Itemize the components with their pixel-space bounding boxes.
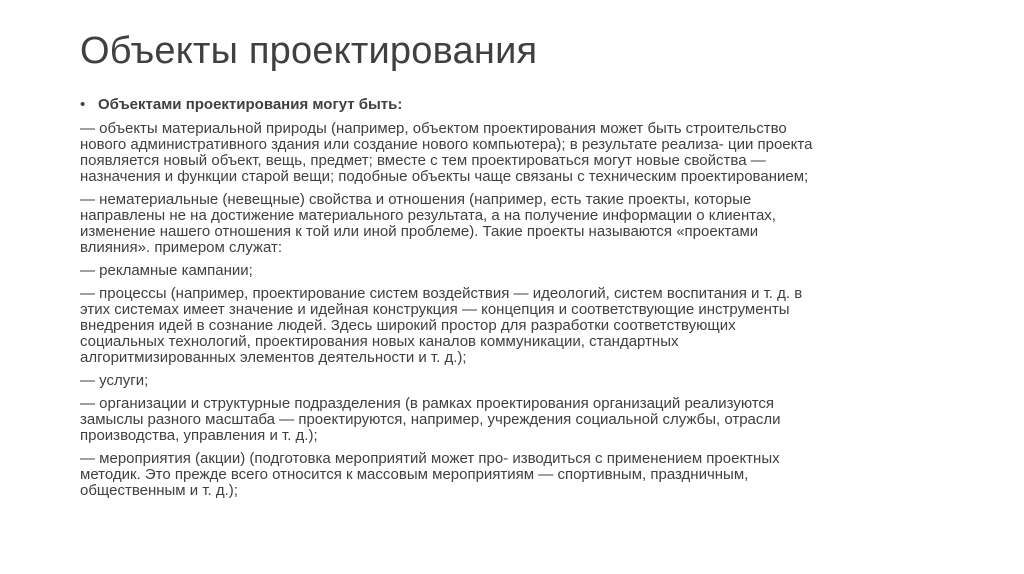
bullet-icon: • (80, 96, 86, 113)
text-line: изменение нашего отношения к той или иной проблеме). Такие проекты называются «проектами (80, 223, 759, 240)
paragraph-services (80, 373, 960, 389)
text-line: назначения и функции старой вещи; подобные объекты чаще связаны с техническим проектированием; (80, 168, 809, 185)
text-line: — рекламные кампании; (80, 262, 253, 279)
paragraph-ad-campaigns (80, 263, 960, 279)
text-line: влияния». примером служат: (80, 239, 283, 256)
paragraph-events (80, 451, 960, 499)
text-line: этих системах имеет значение и идейная конструкция — концепция и соответствующие инструменты (80, 301, 790, 318)
text-line: появляется новый объект, вещь, предмет; вместе с тем проектироваться могут новые свойства — (80, 152, 766, 169)
text-line: — процессы (например, проектирование систем воздействия — идеологий, систем воспитания и т. д. в (80, 285, 803, 302)
text-line: замыслы разного масштаба — проектируются, например, учреждения социальной службы, отрасли (80, 411, 781, 428)
slide-content (80, 96, 960, 506)
text-line: нового административного здания или создание нового компьютера); в результате реализа- ции проекта (80, 136, 813, 153)
slide-title: Объекты проектирования (80, 30, 538, 72)
paragraph-immaterial-properties (80, 192, 960, 256)
text-line: — услуги; (80, 372, 149, 389)
paragraph-material-objects (80, 121, 960, 185)
text-line: производства, управления и т. д.); (80, 427, 318, 444)
text-line: — организации и структурные подразделения (в рамках проектирования организаций реализуются (80, 395, 775, 412)
bullet-heading-text: Объектами проектирования могут быть: (98, 96, 403, 113)
paragraph-organizations (80, 396, 960, 444)
text-line: — нематериальные (невещные) свойства и отношения (например, есть такие проекты, которые (80, 191, 752, 208)
text-line: социальных технологий, проектирования новых каналов коммуникации, стандартных (80, 333, 679, 350)
text-line: методик. Это прежде всего относится к массовым мероприятиям — спортивным, праздничным, (80, 466, 749, 483)
text-line: — мероприятия (акции) (подготовка мероприятий может про- изводиться с применением проектных (80, 450, 780, 467)
text-line: алгоритмизированных элементов деятельности и т. д.); (80, 349, 467, 366)
text-line: общественным и т. д.); (80, 482, 238, 499)
text-line: направлены не на достижение материального результата, а на получение информации о клиентах, (80, 207, 776, 224)
paragraph-processes (80, 286, 960, 366)
text-line: внедрения идей в сознание людей. Здесь широкий простор для разработки соответствующих (80, 317, 736, 334)
bullet-heading (80, 96, 960, 113)
text-line: — объекты материальной природы (например, объектом проектирования может быть строительство (80, 120, 787, 137)
